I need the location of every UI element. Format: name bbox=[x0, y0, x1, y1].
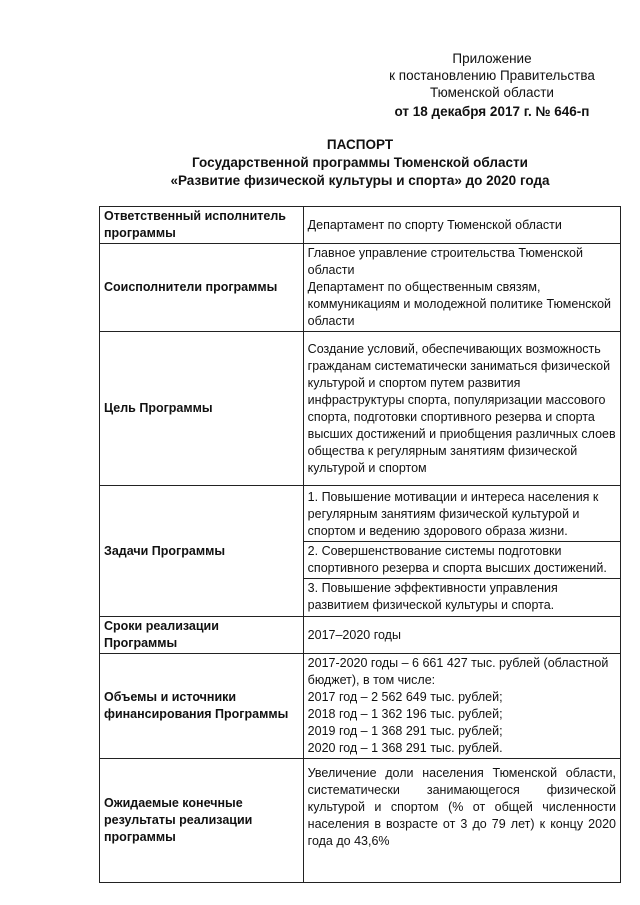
table-row-goal bbox=[100, 332, 621, 486]
funding-line: 2019 год – 1 368 291 тыс. рублей; bbox=[307, 724, 503, 738]
document-title bbox=[100, 136, 620, 190]
row-value-results: Увеличение доли населения Тюменской области, систематически занимающегося физической культурой и спортом (% от общей численности населения в возрасте от 3 до 79 лет) к концу 2020 года до 43,6% bbox=[303, 759, 620, 883]
table-row-tasks bbox=[100, 486, 621, 617]
row-label-tasks: Задачи Программы bbox=[100, 486, 304, 617]
row-label-results: Ожидаемые конечные результаты реализации программы bbox=[100, 759, 304, 883]
header-line-2: к постановлению Правительства bbox=[389, 68, 595, 83]
header-line-1: Приложение bbox=[452, 51, 532, 66]
row-value-coexecutors: Главное управление строительства Тюменской области Департамент по общественным связям, коммуникациям и молодежной политике Тюменской области bbox=[303, 244, 620, 332]
row-label-responsible: Ответственный исполнитель программы bbox=[100, 207, 304, 244]
table-row-terms bbox=[100, 617, 621, 654]
table-row-results bbox=[100, 759, 621, 883]
row-label-terms: Сроки реализации Программы bbox=[100, 617, 304, 654]
title-line-3: «Развитие физической культуры и спорта» до 2020 года bbox=[170, 173, 550, 188]
funding-line: 2018 год – 1 362 196 тыс. рублей; bbox=[307, 707, 503, 721]
row-value-terms: 2017–2020 годы bbox=[303, 617, 620, 654]
funding-line: 2017 год – 2 562 649 тыс. рублей; bbox=[307, 690, 503, 704]
header-date-line: от 18 декабря 2017 г. № 646-п bbox=[394, 104, 590, 119]
row-value-goal: Создание условий, обеспечивающих возможность гражданам систематически заниматься физической культурой и спортом путем развития инфраструктуры спорта, популяризации массового спорта, подготовки спортивного резерва и спорта высших достижений и приобщения различных слоев общества к регулярным занятиям физической культурой и спортом bbox=[303, 332, 620, 486]
row-label-goal: Цель Программы bbox=[100, 332, 304, 486]
task-item-2: 2. Совершенствование системы подготовки спортивного резерва и спорта высших достижений. bbox=[304, 541, 620, 578]
row-label-coexecutors: Соисполнители программы bbox=[100, 244, 304, 332]
row-label-funding: Объемы и источники финансирования Программы bbox=[100, 654, 304, 759]
title-line-2: Государственной программы Тюменской области bbox=[192, 155, 528, 170]
title-line-1: ПАСПОРТ bbox=[326, 137, 394, 152]
passport-table bbox=[99, 206, 621, 883]
task-item-3: 3. Повышение эффективности управления развитием физической культуры и спорта. bbox=[304, 578, 620, 615]
attachment-header bbox=[372, 50, 612, 120]
header-line-3: Тюменской области bbox=[430, 85, 554, 100]
funding-line: 2017-2020 годы – 6 661 427 тыс. рублей (областной бюджет), в том числе: bbox=[307, 656, 609, 687]
table-row-funding bbox=[100, 654, 621, 759]
funding-line: 2020 год – 1 368 291 тыс. рублей. bbox=[307, 741, 503, 755]
table-row-responsible bbox=[100, 207, 621, 244]
row-value-responsible: Департамент по спорту Тюменской области bbox=[303, 207, 620, 244]
row-value-tasks bbox=[303, 486, 620, 617]
table-row-coexecutors bbox=[100, 244, 621, 332]
task-item-1: 1. Повышение мотивации и интереса населения к регулярным занятиям физической культурой и спортом и ведению здорового образа жизни. bbox=[307, 489, 599, 538]
row-value-funding bbox=[303, 654, 620, 759]
